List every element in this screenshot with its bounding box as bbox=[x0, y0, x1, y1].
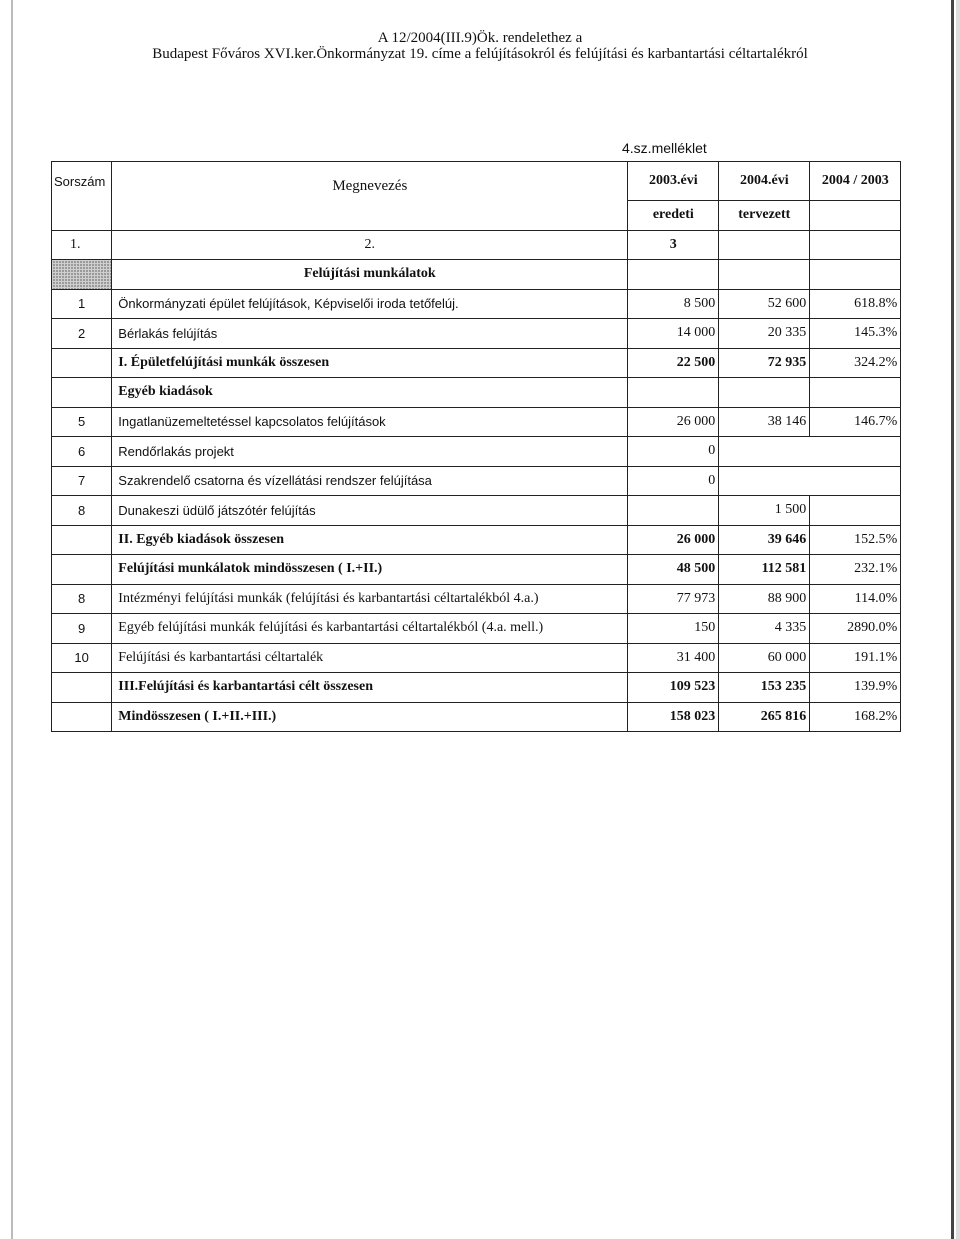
row-2003: 150 bbox=[628, 614, 719, 644]
row-name: Szakrendelő csatorna és vízellátási rendszer felújítása bbox=[112, 466, 628, 496]
row-name: Bérlakás felújítás bbox=[112, 319, 628, 349]
table-row bbox=[52, 496, 901, 526]
row-ratio: 145.3% bbox=[810, 319, 901, 349]
scan-edge-right bbox=[951, 0, 954, 1239]
section-empty bbox=[810, 260, 901, 290]
row-2003: 31 400 bbox=[628, 643, 719, 673]
group-header-row bbox=[52, 378, 901, 408]
row-ratio bbox=[810, 437, 901, 467]
row-2004 bbox=[719, 437, 810, 467]
row-ratio: 146.7% bbox=[810, 407, 901, 437]
row-name: III.Felújítási és karbantartási célt összesen bbox=[112, 673, 628, 703]
row-2003: 14 000 bbox=[628, 319, 719, 349]
row-2004: 60 000 bbox=[719, 643, 810, 673]
column-number-row bbox=[52, 230, 901, 260]
col-header-no: Sorszám bbox=[52, 162, 112, 201]
grand-total-row bbox=[52, 702, 901, 732]
row-2003: 158 023 bbox=[628, 702, 719, 732]
row-ratio: 2890.0% bbox=[810, 614, 901, 644]
subtotal-row bbox=[52, 673, 901, 703]
row-ratio bbox=[810, 378, 901, 408]
row-ratio: 139.9% bbox=[810, 673, 901, 703]
row-2004 bbox=[719, 466, 810, 496]
colnum-empty bbox=[810, 230, 901, 260]
row-name: Önkormányzati épület felújítások, Képviselői iroda tetőfelúj. bbox=[112, 289, 628, 319]
row-no bbox=[52, 348, 112, 378]
table-row bbox=[52, 614, 901, 644]
row-name: Egyéb kiadások bbox=[112, 378, 628, 408]
row-2004: 72 935 bbox=[719, 348, 810, 378]
row-name: Felújítási és karbantartási céltartalék bbox=[112, 643, 628, 673]
row-ratio bbox=[810, 496, 901, 526]
colnum-name: 2. bbox=[112, 230, 628, 260]
section-shade-cell bbox=[52, 260, 112, 290]
row-no: 2 bbox=[52, 319, 112, 349]
row-ratio: 324.2% bbox=[810, 348, 901, 378]
col-header-ratio: 2004 / 2003 bbox=[810, 162, 901, 201]
row-name: Intézményi felújítási munkák (felújítási és karbantartási céltartalékból 4.a.) bbox=[112, 584, 628, 614]
table-row bbox=[52, 289, 901, 319]
row-no: 10 bbox=[52, 643, 112, 673]
row-no bbox=[52, 378, 112, 408]
scan-edge-right-shadow bbox=[956, 0, 960, 1239]
colnum-empty bbox=[719, 230, 810, 260]
row-no bbox=[52, 673, 112, 703]
row-ratio: 168.2% bbox=[810, 702, 901, 732]
header-subrow bbox=[52, 201, 901, 231]
row-ratio bbox=[810, 466, 901, 496]
row-ratio: 114.0% bbox=[810, 584, 901, 614]
row-no bbox=[52, 525, 112, 555]
header-line-2: Budapest Főváros XVI.ker.Önkormányzat 19. címe a felújításokról és felújítási és karbantartási céltartalékról bbox=[152, 46, 808, 62]
scan-edge-left bbox=[11, 0, 13, 1239]
table-row bbox=[52, 584, 901, 614]
row-2004: 88 900 bbox=[719, 584, 810, 614]
row-ratio: 191.1% bbox=[810, 643, 901, 673]
row-no: 9 bbox=[52, 614, 112, 644]
table-row bbox=[52, 319, 901, 349]
row-no bbox=[52, 702, 112, 732]
row-no: 5 bbox=[52, 407, 112, 437]
row-2003: 0 bbox=[628, 466, 719, 496]
row-name: Ingatlanüzemeltetéssel kapcsolatos felújítások bbox=[112, 407, 628, 437]
row-2003: 48 500 bbox=[628, 555, 719, 585]
renovation-table bbox=[51, 161, 901, 732]
row-no: 1 bbox=[52, 289, 112, 319]
table-row bbox=[52, 643, 901, 673]
annex-label: 4.sz.melléklet bbox=[622, 140, 707, 156]
row-2004: 38 146 bbox=[719, 407, 810, 437]
subtotal-row bbox=[52, 348, 901, 378]
row-2003: 26 000 bbox=[628, 525, 719, 555]
row-2004: 112 581 bbox=[719, 555, 810, 585]
row-2003: 8 500 bbox=[628, 289, 719, 319]
total-row bbox=[52, 555, 901, 585]
row-2004: 265 816 bbox=[719, 702, 810, 732]
table-row bbox=[52, 466, 901, 496]
row-no: 8 bbox=[52, 584, 112, 614]
table-row bbox=[52, 407, 901, 437]
header-sub-empty bbox=[52, 201, 112, 231]
col-header-2004: 2004.évi bbox=[719, 162, 810, 201]
row-no: 6 bbox=[52, 437, 112, 467]
row-2004: 20 335 bbox=[719, 319, 810, 349]
row-2004: 4 335 bbox=[719, 614, 810, 644]
row-ratio: 152.5% bbox=[810, 525, 901, 555]
row-name: Rendőrlakás projekt bbox=[112, 437, 628, 467]
section-title: Felújítási munkálatok bbox=[112, 260, 628, 290]
row-2004: 153 235 bbox=[719, 673, 810, 703]
col-sub-2003: eredeti bbox=[628, 201, 719, 231]
row-no: 8 bbox=[52, 496, 112, 526]
row-2003 bbox=[628, 496, 719, 526]
section-row bbox=[52, 260, 901, 290]
header-sub-empty bbox=[112, 201, 628, 231]
subtotal-row bbox=[52, 525, 901, 555]
row-name: II. Egyéb kiadások összesen bbox=[112, 525, 628, 555]
colnum-no: 1. bbox=[52, 230, 112, 260]
col-sub-ratio bbox=[810, 201, 901, 231]
col-sub-2004: tervezett bbox=[719, 201, 810, 231]
header-row bbox=[52, 162, 901, 201]
header-line-1: A 12/2004(III.9)Ök. rendelethez a bbox=[377, 30, 583, 46]
row-2004: 52 600 bbox=[719, 289, 810, 319]
row-ratio: 232.1% bbox=[810, 555, 901, 585]
row-no: 7 bbox=[52, 466, 112, 496]
row-name: Dunakeszi üdülő játszótér felújítás bbox=[112, 496, 628, 526]
row-name: Felújítási munkálatok mindösszesen ( I.+II.) bbox=[112, 555, 628, 585]
table-row bbox=[52, 437, 901, 467]
row-no bbox=[52, 555, 112, 585]
row-2003 bbox=[628, 378, 719, 408]
col-header-2003: 2003.évi bbox=[628, 162, 719, 201]
row-2003: 22 500 bbox=[628, 348, 719, 378]
row-name: I. Épületfelújítási munkák összesen bbox=[112, 348, 628, 378]
row-name: Mindösszesen ( I.+II.+III.) bbox=[112, 702, 628, 732]
section-empty bbox=[719, 260, 810, 290]
row-name: Egyéb felújítási munkák felújítási és karbantartási céltartalékból (4.a. mell.) bbox=[112, 614, 628, 644]
row-2003: 109 523 bbox=[628, 673, 719, 703]
row-2003: 26 000 bbox=[628, 407, 719, 437]
row-2004 bbox=[719, 378, 810, 408]
colnum-2003: 3 bbox=[628, 230, 719, 260]
section-empty bbox=[628, 260, 719, 290]
row-2003: 0 bbox=[628, 437, 719, 467]
col-header-name: Megnevezés bbox=[112, 162, 628, 201]
row-2003: 77 973 bbox=[628, 584, 719, 614]
row-2004: 1 500 bbox=[719, 496, 810, 526]
row-2004: 39 646 bbox=[719, 525, 810, 555]
row-ratio: 618.8% bbox=[810, 289, 901, 319]
